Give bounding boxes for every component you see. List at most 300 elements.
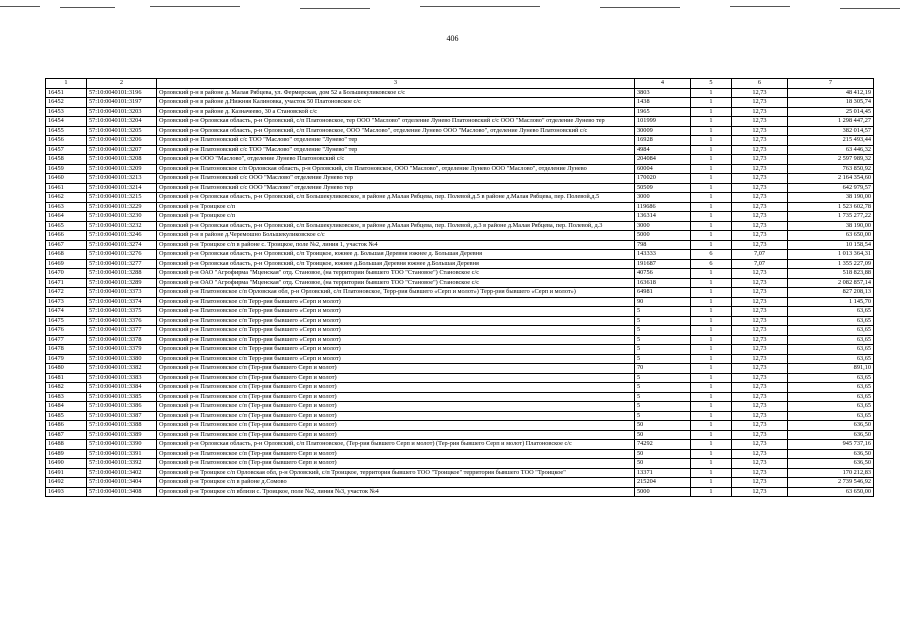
area-value: 191687 [635,259,691,269]
area-value: 5 [635,373,691,383]
table-row [46,316,874,326]
rate-value: 12,73 [732,345,788,355]
count-value: 1 [691,240,732,250]
row-number: 16491 [46,468,87,478]
count-value: 1 [691,98,732,108]
table-row [46,364,874,374]
register-table [45,78,874,497]
area-value: 170020 [635,174,691,184]
column-header: 7 [788,79,874,89]
row-number: 16463 [46,202,87,212]
row-number: 16466 [46,231,87,241]
cadastral-value: 1 145,70 [788,297,874,307]
table-row [46,478,874,488]
rate-value: 12,73 [732,307,788,317]
cadastral-number: 57:10:0040101:3383 [87,373,157,383]
cadastral-value: 763 850,92 [788,164,874,174]
table-row [46,107,874,117]
count-value: 1 [691,307,732,317]
cadastral-number: 57:10:0040101:3289 [87,278,157,288]
cadastral-number: 57:10:0040101:3378 [87,335,157,345]
area-value: 1965 [635,107,691,117]
row-number: 16480 [46,364,87,374]
scan-noise [0,4,905,22]
cadastral-value: 636,50 [788,449,874,459]
count-value: 1 [691,117,732,127]
area-value: 5 [635,354,691,364]
cadastral-number: 57:10:0040101:3386 [87,402,157,412]
column-header: 2 [87,79,157,89]
address-description: Орловский р-н ООО "Маслово", отделение Лунево Платоновский с/с [157,155,635,165]
row-number: 16471 [46,278,87,288]
area-value: 5000 [635,231,691,241]
table-row [46,174,874,184]
row-number: 16455 [46,126,87,136]
cadastral-number: 57:10:0040101:3230 [87,212,157,222]
table-row [46,354,874,364]
rate-value: 12,73 [732,231,788,241]
cadastral-number: 57:10:0040101:3391 [87,449,157,459]
rate-value: 12,73 [732,155,788,165]
cadastral-value: 63,65 [788,335,874,345]
cadastral-value: 1 013 364,31 [788,250,874,260]
cadastral-number: 57:10:0040101:3376 [87,316,157,326]
row-number: 16460 [46,174,87,184]
rate-value: 12,73 [732,478,788,488]
address-description: Орловский р-н Троицкое с/п вблизи с. Троицкое, поле №2, линия №3, участок №4 [157,487,635,497]
page-number: 406 [446,34,459,43]
count-value: 1 [691,487,732,497]
address-description: Орловский р-н Троицкое с/п в районе с. Троицкое, поле №2, линия 1, участок №4 [157,240,635,250]
area-value: 3000 [635,193,691,203]
area-value: 64981 [635,288,691,298]
count-value: 1 [691,202,732,212]
rate-value: 12,73 [732,117,788,127]
rate-value: 12,73 [732,430,788,440]
area-value: 119686 [635,202,691,212]
cadastral-value: 1 735 277,22 [788,212,874,222]
cadastral-number: 57:10:0040101:3274 [87,240,157,250]
cadastral-number: 57:10:0040101:3208 [87,155,157,165]
row-number: 16487 [46,430,87,440]
address-description: Орловский р-н Платоновское с/п (Тер-рия бывшего Серп и молот) [157,373,635,383]
address-description: Орловский р-н Платоновское с/п (Тер-рия бывшего Серп и молот) [157,459,635,469]
rate-value: 12,73 [732,288,788,298]
row-number: 16472 [46,288,87,298]
rate-value: 12,73 [732,354,788,364]
cadastral-value: 891,10 [788,364,874,374]
column-header: 1 [46,79,87,89]
count-value: 1 [691,269,732,279]
cadastral-value: 63,65 [788,354,874,364]
count-value: 1 [691,88,732,98]
table-row [46,307,874,317]
cadastral-value: 2 164 354,60 [788,174,874,184]
address-description: Орловский р-н Платоновское с/п Терр-рия бывшего «Серп и молот) [157,307,635,317]
cadastral-number: 57:10:0040101:3196 [87,88,157,98]
table-row [46,459,874,469]
row-number: 16457 [46,145,87,155]
area-value: 5 [635,383,691,393]
address-description: Орловский р-н Троицкое с/п [157,212,635,222]
count-value: 1 [691,440,732,450]
table-row [46,383,874,393]
row-number: 16454 [46,117,87,127]
count-value: 1 [691,449,732,459]
table-row [46,231,874,241]
address-description: Орловский р-н Платоновский с/с ООО "Маслово" отделение Лунево тер [157,183,635,193]
cadastral-value: 63,65 [788,392,874,402]
table-row [46,335,874,345]
address-description: Орловский р-н Платоновское с/п (Тер-рия бывшего Серп и молот) [157,411,635,421]
rate-value: 7,07 [732,259,788,269]
rate-value: 12,73 [732,449,788,459]
cadastral-number: 57:10:0040101:3382 [87,364,157,374]
table-row [46,487,874,497]
area-value: 70 [635,364,691,374]
column-header: 5 [691,79,732,89]
rate-value: 12,73 [732,364,788,374]
cadastral-value: 827 208,13 [788,288,874,298]
cadastral-value: 1 355 227,09 [788,259,874,269]
cadastral-value: 63,65 [788,373,874,383]
count-value: 1 [691,145,732,155]
table-row [46,269,874,279]
count-value: 1 [691,373,732,383]
row-number: 16490 [46,459,87,469]
address-description: Орловский р-н в районе д. Малая Рябцева, ул. Фермерская, дом 52 а Большекуликовское с/с [157,88,635,98]
rate-value: 12,73 [732,174,788,184]
rate-value: 7,07 [732,250,788,260]
address-description: Орловский р-н Платоновское с/п (Тер-рия бывшего Серп и молот) [157,402,635,412]
area-value: 5 [635,345,691,355]
cadastral-value: 63 650,00 [788,231,874,241]
address-description: Орловский р-н в районе д.Черемошно Большекуликовское с/с [157,231,635,241]
cadastral-value: 38 190,00 [788,221,874,231]
row-number: 16479 [46,354,87,364]
row-number: 16473 [46,297,87,307]
row-number: 16485 [46,411,87,421]
count-value: 1 [691,126,732,136]
rate-value: 12,73 [732,373,788,383]
cadastral-number: 57:10:0040101:3277 [87,259,157,269]
table-row [46,221,874,231]
address-description: Орловский р-н Троицкое с/п в районе д.Сомово [157,478,635,488]
rate-value: 12,73 [732,88,788,98]
table-row [46,155,874,165]
count-value: 1 [691,411,732,421]
table-row [46,183,874,193]
address-description: Орловский р-н ОАО "Агрофирма "Мценская" отд. Становое, (на территории бывшего ТОО "Становое") Становское с/с [157,278,635,288]
address-description: Орловский р-н Платоновское с/п Терр-рия бывшего «Серп и молот) [157,354,635,364]
address-description: Орловский р-н Платоновское с/п Орловская область, р-н Орловский, с/п Платоновское, ООО "Маслово", отделение Лунево ООО "Маслово", отделение Лунево [157,164,635,174]
table-row [46,421,874,431]
cadastral-value: 215 493,44 [788,136,874,146]
row-number: 16478 [46,345,87,355]
cadastral-number: 57:10:0040101:3207 [87,145,157,155]
table-row [46,259,874,269]
cadastral-value: 63 650,00 [788,487,874,497]
rate-value: 12,73 [732,440,788,450]
count-value: 6 [691,250,732,260]
area-value: 50 [635,421,691,431]
table-row [46,392,874,402]
count-value: 1 [691,164,732,174]
row-number: 16481 [46,373,87,383]
rate-value: 12,73 [732,212,788,222]
area-value: 5000 [635,487,691,497]
cadastral-number: 57:10:0040101:3214 [87,183,157,193]
count-value: 1 [691,107,732,117]
cadastral-number: 57:10:0040101:3379 [87,345,157,355]
address-description: Орловский р-н Платоновское с/п (Тер-рия бывшего Серп и молот) [157,392,635,402]
count-value: 1 [691,183,732,193]
row-number: 16489 [46,449,87,459]
row-number: 16468 [46,250,87,260]
table-row [46,145,874,155]
row-number: 16482 [46,383,87,393]
cadastral-number: 57:10:0040101:3197 [87,98,157,108]
table-row [46,430,874,440]
row-number: 16483 [46,392,87,402]
cadastral-number: 57:10:0040101:3408 [87,487,157,497]
address-description: Орловский р-н Орловская область, р-н Орловский, с/п Платоновское, тер ООО "Маслово" отделение Лунево Платоновский с/с ООО "Маслово" отделение Лунево тер [157,117,635,127]
table-row [46,202,874,212]
count-value: 6 [691,259,732,269]
address-description: Орловский р-н Орловская область, р-н Орловский, с/п Троицкое, южнее д.Большая Деревня южнее д.Большая Деревня [157,259,635,269]
rate-value: 12,73 [732,136,788,146]
address-description: Орловский р-н Троицкое с/п [157,202,635,212]
count-value: 1 [691,364,732,374]
row-number: 16461 [46,183,87,193]
row-number: 16493 [46,487,87,497]
address-description: Орловский р-н в районе д.Нижняя Калиновка, участок 50 Платоновское с/с [157,98,635,108]
row-number: 16470 [46,269,87,279]
table-row [46,136,874,146]
address-description: Орловский р-н Троицкое с/п Орловская обл, р-н Орловский, с/п Троицкое, территория бывшего ТОО "Троицкое" территория бывшего ТОО "Троицкое" [157,468,635,478]
table-row [46,449,874,459]
row-number: 16484 [46,402,87,412]
cadastral-value: 25 014,45 [788,107,874,117]
rate-value: 12,73 [732,421,788,431]
cadastral-value: 18 305,74 [788,98,874,108]
table-row [46,164,874,174]
table-row [46,193,874,203]
cadastral-value: 636,50 [788,430,874,440]
row-number: 16452 [46,98,87,108]
row-number: 16474 [46,307,87,317]
rate-value: 12,73 [732,183,788,193]
count-value: 1 [691,326,732,336]
area-value: 163618 [635,278,691,288]
address-description: Орловский р-н Платоновское с/п (Тер-рия бывшего Серп и молот) [157,383,635,393]
table-row [46,88,874,98]
count-value: 1 [691,136,732,146]
cadastral-number: 57:10:0040101:3232 [87,221,157,231]
cadastral-number: 57:10:0040101:3213 [87,174,157,184]
cadastral-value: 63,65 [788,345,874,355]
cadastral-number: 57:10:0040101:3387 [87,411,157,421]
count-value: 1 [691,221,732,231]
count-value: 1 [691,383,732,393]
cadastral-value: 945 737,16 [788,440,874,450]
area-value: 50 [635,430,691,440]
area-value: 50 [635,449,691,459]
row-number: 16465 [46,221,87,231]
address-description: Орловский р-н Платоновское с/п Терр-рия бывшего «Серп и молот) [157,316,635,326]
count-value: 1 [691,278,732,288]
cadastral-number: 57:10:0040101:3390 [87,440,157,450]
cadastral-value: 63,65 [788,316,874,326]
row-number: 16476 [46,326,87,336]
rate-value: 12,73 [732,240,788,250]
rate-value: 12,73 [732,316,788,326]
table-row [46,345,874,355]
count-value: 1 [691,155,732,165]
count-value: 1 [691,478,732,488]
area-value: 13371 [635,468,691,478]
count-value: 1 [691,402,732,412]
address-description: Орловский р-н Орловская область, р-н Орловский, с/п Троицкое, южнее д. Большая Деревня южнее д. Большая Деревня [157,250,635,260]
row-number: 16458 [46,155,87,165]
area-value: 204084 [635,155,691,165]
address-description: Орловский р-н Платоновское с/п (Тер-рия бывшего Серп и молот) [157,364,635,374]
row-number: 16488 [46,440,87,450]
address-description: Орловский р-н Платоновский с/с ООО "Маслово" отделение Лунево тер [157,174,635,184]
count-value: 1 [691,468,732,478]
cadastral-number: 57:10:0040101:3229 [87,202,157,212]
count-value: 1 [691,193,732,203]
table-row [46,240,874,250]
area-value: 3803 [635,88,691,98]
cadastral-number: 57:10:0040101:3204 [87,117,157,127]
cadastral-number: 57:10:0040101:3384 [87,383,157,393]
cadastral-value: 63,65 [788,383,874,393]
cadastral-value: 170 212,83 [788,468,874,478]
area-value: 5 [635,326,691,336]
row-number: 16459 [46,164,87,174]
table-row [46,126,874,136]
address-description: Орловский р-н Платоновское с/п Терр-рия бывшего «Серп и молот) [157,335,635,345]
row-number: 16467 [46,240,87,250]
address-description: Орловский р-н Платоновское с/п (Тер-рия бывшего Серп и молот) [157,430,635,440]
table-row [46,117,874,127]
cadastral-value: 63 446,32 [788,145,874,155]
cadastral-number: 57:10:0040101:3209 [87,164,157,174]
cadastral-number: 57:10:0040101:3206 [87,136,157,146]
table-row [46,288,874,298]
area-value: 50 [635,459,691,469]
cadastral-number: 57:10:0040101:3380 [87,354,157,364]
row-number: 16453 [46,107,87,117]
area-value: 5 [635,335,691,345]
table-row [46,98,874,108]
table-row [46,440,874,450]
rate-value: 12,73 [732,269,788,279]
table-row [46,468,874,478]
address-description: Орловский р-н Орловская область, р-н Орловский, с/п Платоновское, (Тер-рия бывшего Серп и молот) (Тер-рия бывшего Серп и молот) Платоновское с/с [157,440,635,450]
rate-value: 12,73 [732,297,788,307]
table-row [46,373,874,383]
area-value: 136314 [635,212,691,222]
rate-value: 12,73 [732,145,788,155]
area-value: 798 [635,240,691,250]
cadastral-value: 63,65 [788,402,874,412]
area-value: 50509 [635,183,691,193]
cadastral-number: 57:10:0040101:3404 [87,478,157,488]
cadastral-value: 2 739 546,92 [788,478,874,488]
cadastral-number: 57:10:0040101:3385 [87,392,157,402]
table-row [46,212,874,222]
address-description: Орловский р-н Платоновское с/п (Тер-рия бывшего Серп и молот) [157,421,635,431]
rate-value: 12,73 [732,402,788,412]
table-row [46,278,874,288]
area-value: 5 [635,307,691,317]
area-value: 16928 [635,136,691,146]
count-value: 1 [691,288,732,298]
cadastral-value: 48 412,19 [788,88,874,98]
rate-value: 12,73 [732,383,788,393]
row-number: 16456 [46,136,87,146]
rate-value: 12,73 [732,326,788,336]
row-number: 16486 [46,421,87,431]
address-description: Орловский р-н Платоновское с/п Орловская обл, р-н Орловский, с/п Платоновское, Терр-рия бывшего «Серп и молот») Терр-рия бывшего «Серп и молот») [157,288,635,298]
cadastral-number: 57:10:0040101:3392 [87,459,157,469]
cadastral-value: 636,50 [788,459,874,469]
cadastral-value: 63,65 [788,411,874,421]
area-value: 30009 [635,126,691,136]
address-description: Орловский р-н в районе д. Казначеево, 30 а Становской с/с [157,107,635,117]
area-value: 4984 [635,145,691,155]
rate-value: 12,73 [732,193,788,203]
row-number: 16451 [46,88,87,98]
row-number: 16475 [46,316,87,326]
cadastral-number: 57:10:0040101:3203 [87,107,157,117]
cadastral-value: 1 298 447,27 [788,117,874,127]
count-value: 1 [691,392,732,402]
cadastral-value: 38 190,00 [788,193,874,203]
address-description: Орловский р-н Орловская область, р-н Орловский, с/п Большекуликовское, в районе д.Малая Рябцева, пер. Полевой,д.5 в районе д.Малая Рябцева, пер. Полевой,д.5 [157,193,635,203]
cadastral-value: 382 014,57 [788,126,874,136]
cadastral-number: 57:10:0040101:3374 [87,297,157,307]
rate-value: 12,73 [732,468,788,478]
cadastral-number: 57:10:0040101:3377 [87,326,157,336]
cadastral-number: 57:10:0040101:3373 [87,288,157,298]
table-row [46,326,874,336]
cadastral-number: 57:10:0040101:3205 [87,126,157,136]
rate-value: 12,73 [732,459,788,469]
area-value: 5 [635,316,691,326]
cadastral-value: 63,65 [788,307,874,317]
address-description: Орловский р-н Платоновское с/п (Тер-рия бывшего Серп и молот) [157,449,635,459]
cadastral-number: 57:10:0040101:3375 [87,307,157,317]
cadastral-value: 2 082 857,14 [788,278,874,288]
count-value: 1 [691,421,732,431]
address-description: Орловский р-н ОАО "Агрофирма "Мценская" отд. Становое, (на территории бывшего ТОО "Становое") Становское с/с [157,269,635,279]
count-value: 1 [691,335,732,345]
rate-value: 12,73 [732,202,788,212]
rate-value: 12,73 [732,164,788,174]
address-description: Орловский р-н Платоновский с/с ТОО "Маслово" отделение "Лунево" тер [157,145,635,155]
area-value: 101999 [635,117,691,127]
rate-value: 12,73 [732,221,788,231]
area-value: 5 [635,411,691,421]
cadastral-value: 10 158,54 [788,240,874,250]
cadastral-number: 57:10:0040101:3389 [87,430,157,440]
cadastral-number: 57:10:0040101:3215 [87,193,157,203]
count-value: 1 [691,430,732,440]
area-value: 60004 [635,164,691,174]
